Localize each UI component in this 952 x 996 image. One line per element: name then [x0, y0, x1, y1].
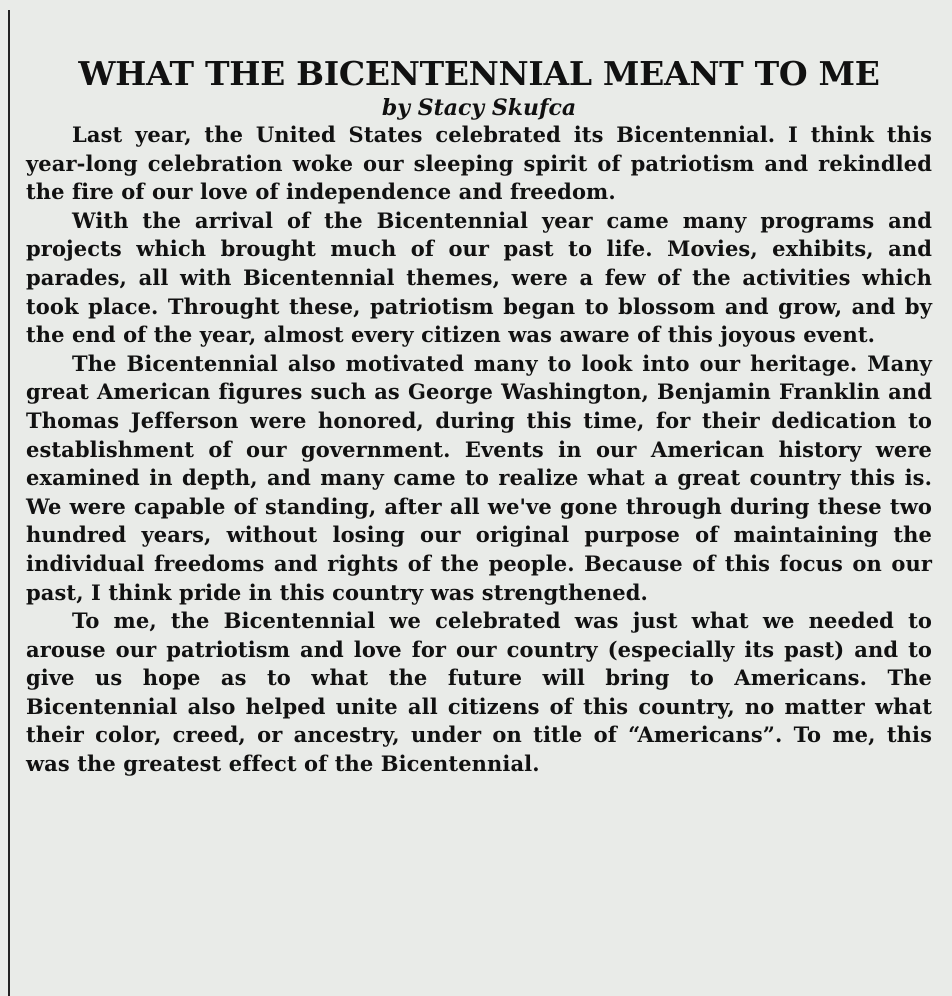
- article-paragraph-3: The Bicentennial also motivated many to look into our heritage. Many great American figures such as George Washington, Benjamin Franklin and Thomas Jefferson were honored, during this time, for their dedication to establishment of our government. Events in our American history were examined in depth, and many came to realize what a great country this is. We were capable of standing, after all we've gone through during these two hundred years, without losing our original purpose of maintaining the individual freedoms and rights of the people. Because of this focus on our past, I think pride in this country was strengthened.: [26, 350, 932, 605]
- scan-border-line: [8, 10, 10, 996]
- article-byline: by Stacy Skufca: [381, 95, 577, 121]
- article-paragraph-1: Last year, the United States celebrated its Bicentennial. I think this year-long celebration woke our sleeping spirit of patriotism and rekindled the fire of our love of independence and freedom.: [26, 122, 932, 205]
- article-paragraph-2: With the arrival of the Bicentennial year came many programs and projects which brought much of our past to life. Movies, exhibits, and parades, all with Bicentennial themes, were a few of the activities which took place. Throught these, patriotism began to blossom and grow, and by the end of the year, almost every citizen was aware of this joyous event.: [26, 207, 932, 348]
- newspaper-clipping: [26, 56, 932, 779]
- article-title: WHAT THE BICENTENNIAL MEANT TO ME: [78, 54, 880, 93]
- article-paragraph-4: To me, the Bicentennial we celebrated was just what we needed to arouse our patriotism and love for our country (especially its past) and to give us hope as to what the future will bring to Americans. The Bicentennial also helped unite all citizens of this country, no matter what their color, creed, or ancestry, under on title of “Americans”. To me, this was the greatest effect of the Bicentennial.: [26, 608, 932, 777]
